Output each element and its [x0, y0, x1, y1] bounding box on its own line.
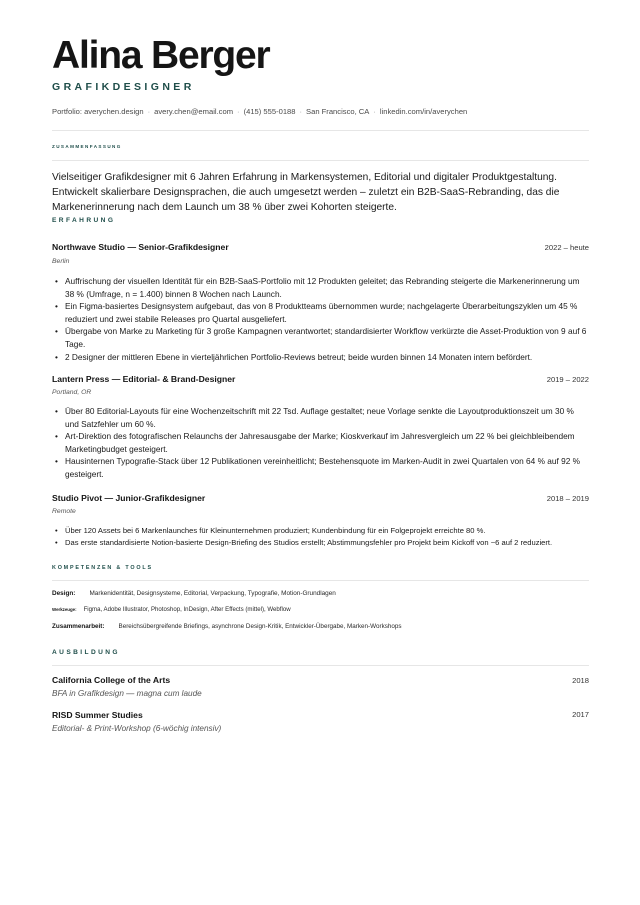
section-heading-experience: ERFAHRUNG	[52, 217, 116, 224]
skill-row-tools	[52, 607, 291, 613]
bullet-item: • Über 120 Assets bei 6 Markenlaunches für Kleinunternehmen produziert; Kundenbindung für ein Folgeprojekt erreichte 80 %.	[52, 525, 589, 537]
email-link[interactable]: avery.chen@email.com	[154, 107, 234, 116]
job-location: Berlin	[52, 258, 70, 265]
summary-text: Vielseitiger Grafikdesigner mit 6 Jahren Erfahrung in Markensystemen, Editorial und digitaler Produktgestaltung. Entwickelt skalierbare Designsprachen, die auch umgesetzt werden – zuletzt ein B2B-SaaS-Rebranding, das die Markenerinnerung nach dem Launch um 38 % über zwei Kohorten steigerte.	[52, 172, 560, 213]
linkedin-link[interactable]: linkedin.com/in/averychen	[379, 107, 468, 116]
job-bullets	[52, 405, 589, 481]
skill-row-collaboration	[52, 624, 402, 630]
skill-label: Zusammenarbeit:	[52, 623, 105, 630]
divider	[52, 130, 589, 131]
job-bullets	[52, 275, 589, 363]
phone-number: (415) 555-0188	[243, 107, 296, 116]
bullet-item: • Übergabe von Marke zu Marketing für 3 große Kampagnen verantwortet; standardisierter Workflow verkürzte die Asset-Produktion von 9 auf 6 Tage.	[52, 325, 589, 350]
skill-value: Bereichsübergreifende Briefings, asynchrone Design-Kritik, Entwickler-Übergabe, Marken-Workshops	[118, 623, 402, 630]
section-heading-education: AUSBILDUNG	[52, 649, 120, 656]
bullet-item: • Hausinternen Typografie-Stack über 12 Publikationen vereinheitlicht; Bestehensquote im Marken-Audit in zwei Quartalen von 64 % auf 92 % gesteigert.	[52, 455, 589, 480]
divider	[52, 160, 589, 161]
education-year: 2017	[572, 710, 589, 719]
skill-value: Figma, Adobe Illustrator, Photoshop, InDesign, After Effects (mittel), Webflow	[83, 606, 291, 613]
skill-value: Markenidentität, Designsysteme, Editorial, Verpackung, Typografie, Motion-Grundlagen	[89, 590, 336, 597]
job-dates: 2019 – 2022	[546, 375, 589, 384]
school-name: RISD Summer Studies	[52, 710, 143, 720]
bullet-item: • Art-Direktion des fotografischen Relaunchs der Jahresausgabe der Marke; Kioskverkauf im Jahresvergleich um 22 % bei gleichbleibendem Marketingbudget gesteigert.	[52, 430, 589, 455]
job-dates: 2018 – 2019	[546, 494, 589, 503]
job-dates: 2022 – heute	[544, 243, 589, 252]
bullet-item: • 2 Designer der mittleren Ebene in vierteljährlichen Portfolio-Reviews betreut; beide wurden binnen 14 Monaten intern befördert.	[52, 351, 589, 364]
job-title: Studio Pivot — Junior-Grafikdesigner	[52, 493, 206, 503]
divider	[52, 665, 589, 666]
contact-line: Portfolio: averychen.design · avery.chen@email.com · (415) 555-0188 · San Francisco, CA · linkedin.com/in/averychen	[52, 107, 468, 116]
skill-row-design	[52, 591, 336, 597]
candidate-name: Alina Berger	[52, 34, 270, 77]
education-year: 2018	[572, 676, 589, 685]
bullet-item: • Das erste standardisierte Notion-basierte Design-Briefing des Studios erstellt; Abstimmungsfehler pro Projekt beim Kickoff von ~6 auf 2 reduziert.	[52, 537, 589, 549]
degree: Editorial- & Print-Workshop (6-wöchig intensiv)	[52, 724, 222, 733]
portfolio-link[interactable]: Portfolio: averychen.design	[52, 107, 144, 116]
job-bullets	[52, 525, 589, 550]
divider	[52, 580, 589, 581]
skill-label: Werkzeuge:	[52, 607, 77, 612]
section-heading-summary: ZUSAMMENFASSUNG	[52, 144, 122, 149]
location: San Francisco, CA	[306, 107, 370, 116]
bullet-item: • Auffrischung der visuellen Identität für ein B2B-SaaS-Portfolio mit 12 Produkten geleitet; das Rebranding steigerte die Markenerinnerung um 38 % (Umfrage, n = 1.400) binnen 8 Wochen nach Launch.	[52, 275, 589, 300]
job-title: Northwave Studio — Senior-Grafikdesigner	[52, 242, 229, 252]
job-location: Remote	[52, 508, 76, 515]
skill-label: Design:	[52, 590, 76, 597]
degree: BFA in Grafikdesign — magna cum laude	[52, 689, 202, 698]
job-title: Lantern Press — Editorial- & Brand-Designer	[52, 374, 236, 384]
school-name: California College of the Arts	[52, 675, 171, 685]
job-location: Portland, OR	[52, 389, 92, 396]
section-heading-skills: KOMPETENZEN & TOOLS	[52, 565, 153, 571]
bullet-item: • Ein Figma-basiertes Designsystem aufgebaut, das von 8 Produktteams übernommen wurde; nachgelagerte Überarbeitungszyklen um 45 % reduziert und zwei stabile Releases pro Quartal ausgeliefert.	[52, 300, 589, 325]
bullet-item: • Über 80 Editorial-Layouts für eine Wochenzeitschrift mit 22 Tsd. Auflage gestaltet; neue Vorlage senkte die Layoutproduktionszeit um 30 % und Satzfehler um 60 %.	[52, 405, 589, 430]
candidate-role: GRAFIKDESIGNER	[52, 81, 195, 93]
